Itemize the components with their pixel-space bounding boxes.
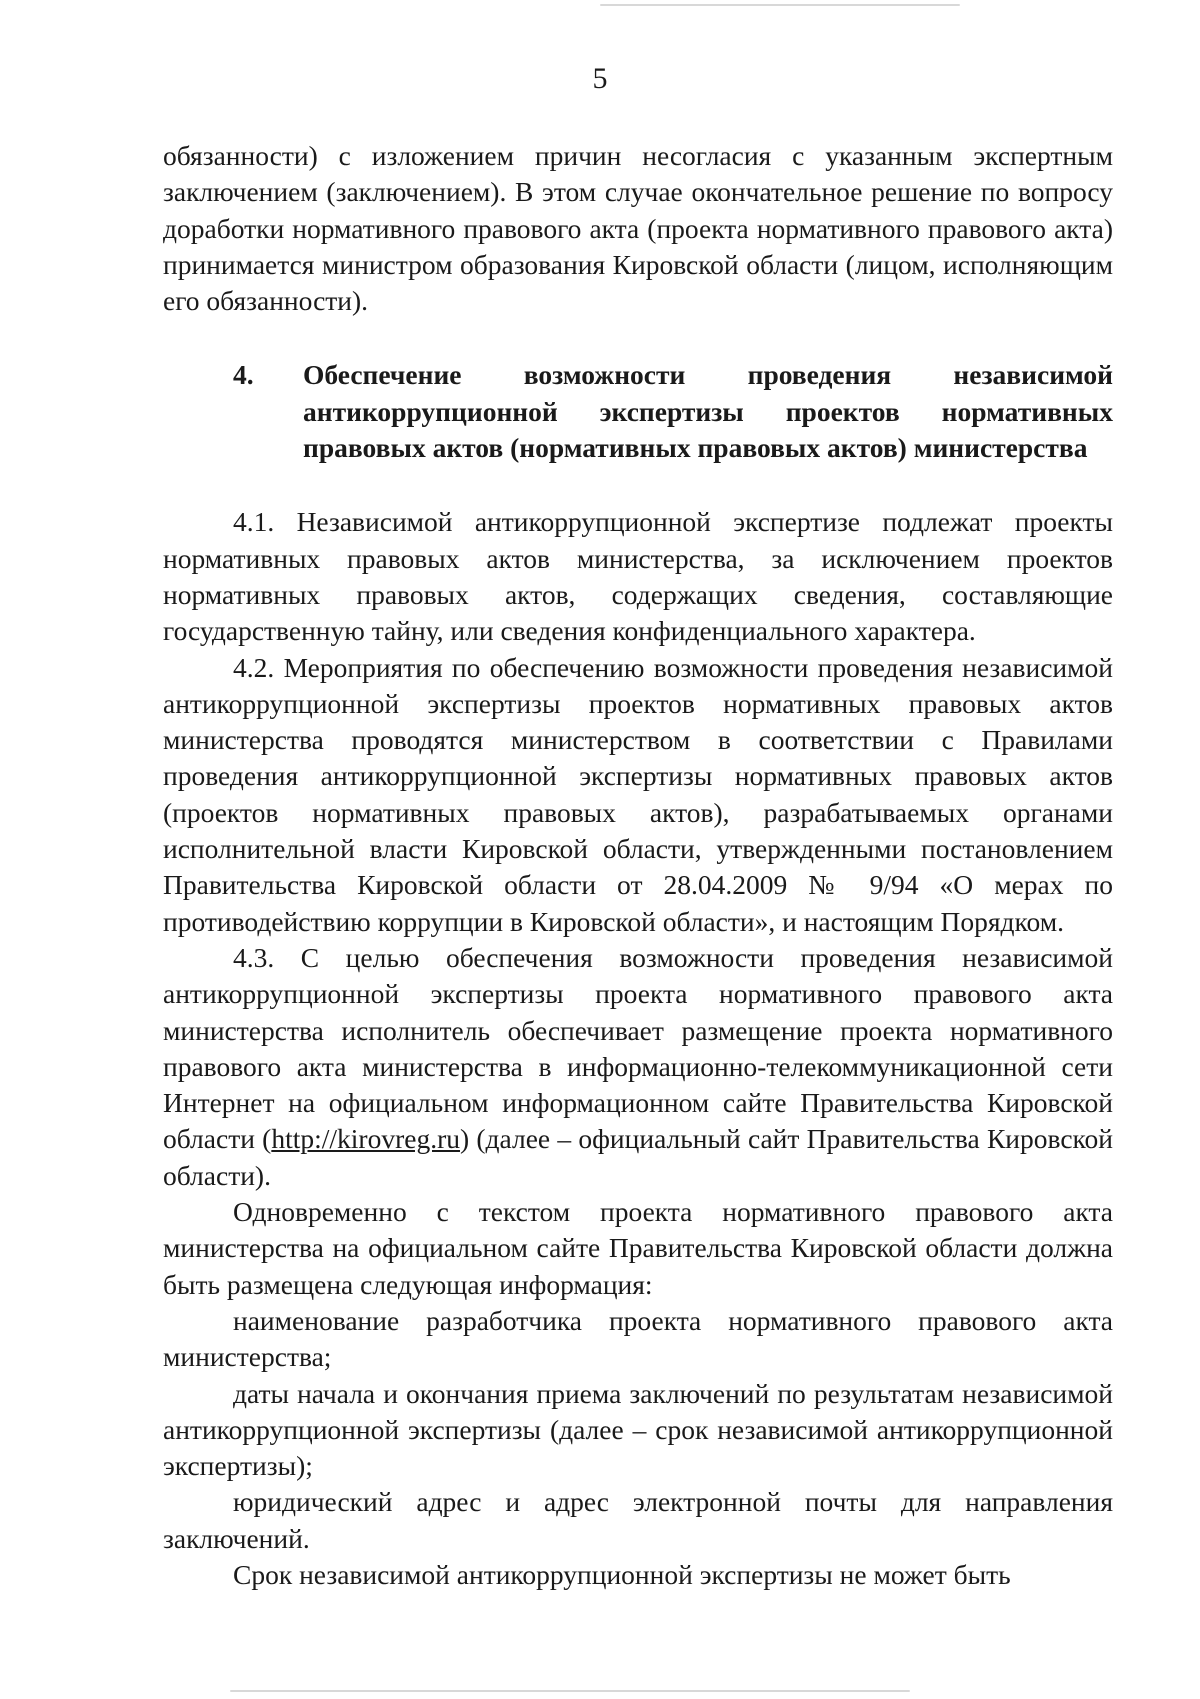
scan-artifact (600, 4, 960, 6)
paragraph: даты начала и окончания приема заключений по результатам независимой антикоррупционной экспертизы (далее – срок независимой антикоррупционной экспертизы); (163, 1377, 1113, 1482)
scan-artifact (230, 1690, 910, 1692)
paragraph: наименование разработчика проекта нормативного правового акта министерства; (163, 1304, 1113, 1373)
document-body (163, 138, 1113, 1593)
section-number: 4. (233, 359, 254, 391)
section-title: Обеспечение возможности проведения независимой антикоррупционной экспертизы проектов нормативных правовых актов (нормативных правовых актов) министерства (303, 359, 1113, 464)
paragraph-text: ) (далее – официальный сайт Правительства Кировской области). (163, 1123, 1113, 1191)
paragraph-text: 4.3. С целью обеспечения возможности проведения независимой антикоррупционной экспертизы проекта нормативного правового акта министерства исполнитель обеспечивает размещение проекта нормативного правового акта министерства в информационно-телекоммуникационной сети Интернет на официальном информационном сайте Правительства Кировской области ( (163, 941, 1113, 1155)
paragraph: юридический адрес и адрес электронной почты для направления заключений. (163, 1486, 1113, 1554)
paragraph: Срок независимой антикоррупционной экспертизы не может быть (233, 1558, 1011, 1590)
paragraph (163, 940, 1113, 1194)
page-number: 5 (592, 62, 608, 95)
paragraph: 4.2. Мероприятия по обеспечению возможности проведения независимой антикоррупционной экспертизы проектов нормативных правовых актов министерства проводятся министерством в соответствии с Правилами проведения антикоррупционной экспертизы нормативных правовых актов (проектов нормативных правовых актов), разрабатываемых органами исполнительной власти Кировской области, утвержденными постановлением Правительства Кировской области от 28.04.2009 № 9/94 «О мерах по противодействию коррупции в Кировской области», и настоящим Порядком. (163, 651, 1113, 937)
paragraph: обязанности) с изложением причин несогласия с указанным экспертным заключением (заключением). В этом случае окончательное решение по вопросу доработки нормативного правового акта (проекта нормативного правового акта) принимается министром образования Кировской области (лицом, исполняющим его обязанности). (163, 140, 1113, 317)
paragraph: Одновременно с текстом проекта нормативного правового акта министерства на официальном сайте Правительства Кировской области должна быть размещена следующая информация: (163, 1196, 1113, 1300)
website-link[interactable]: http://kirovreg.ru (271, 1123, 460, 1155)
section-heading (163, 357, 1113, 466)
paragraph: 4.1. Независимой антикоррупционной экспертизе подлежат проекты нормативных правовых актов министерства, за исключением проектов нормативных правовых актов, содержащих сведения, составляющие государственную тайну, или сведения конфиденциального характера. (163, 506, 1113, 647)
